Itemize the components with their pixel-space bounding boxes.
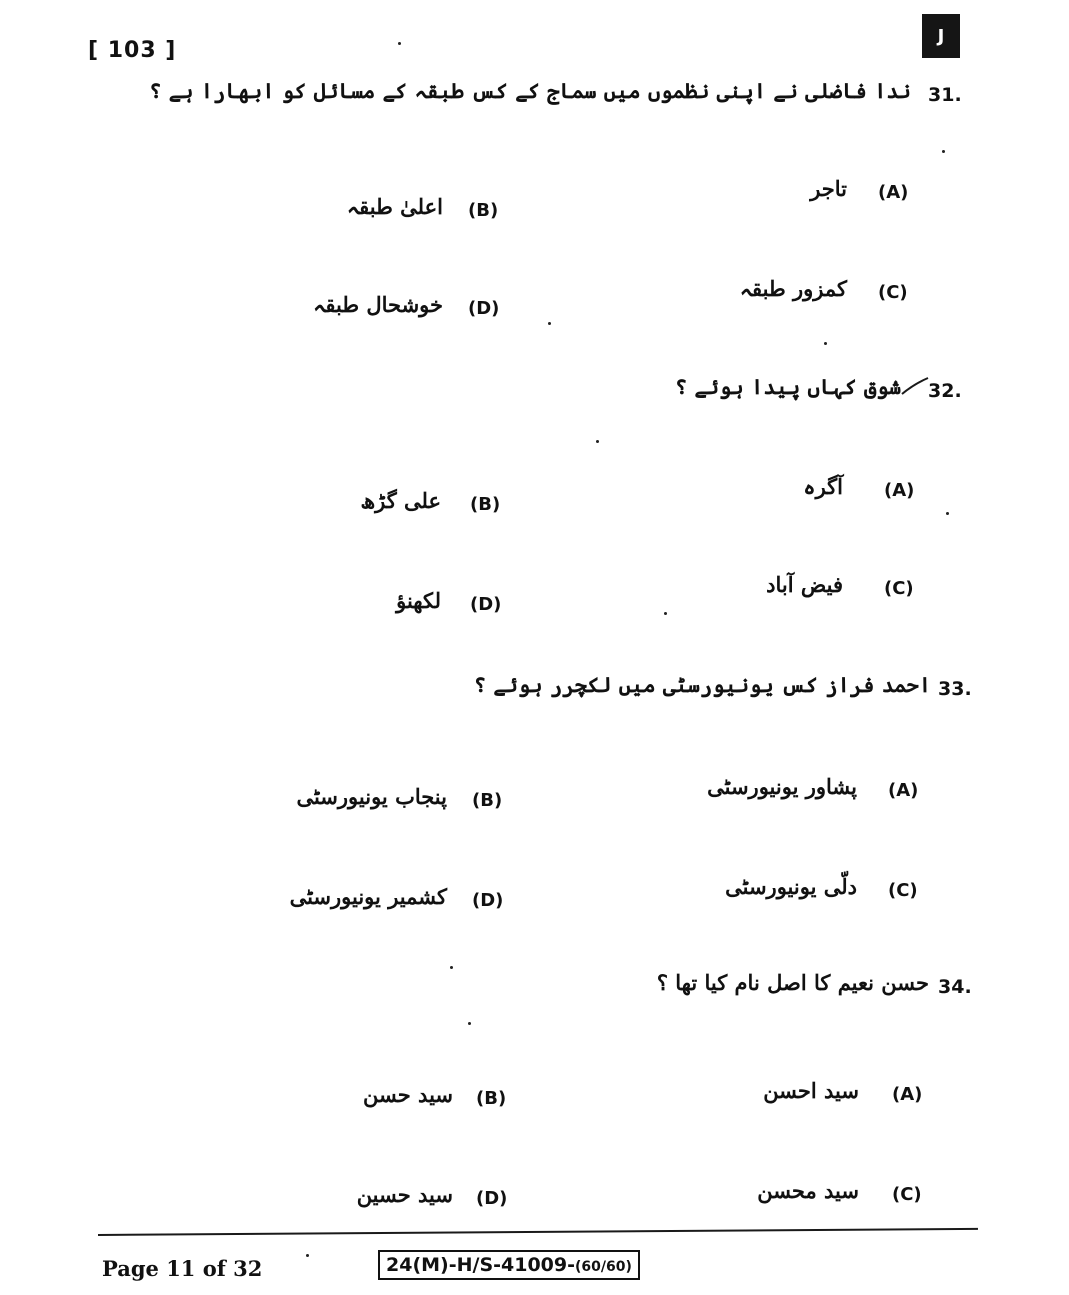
q33-option-b-text[interactable]: پنجاب یونیورسٹی — [296, 784, 447, 809]
question-34-number: 34. — [938, 976, 972, 998]
q32-option-a-text[interactable]: آگرہ — [803, 474, 843, 499]
scan-speck — [946, 512, 949, 515]
q33-option-d-text[interactable]: کشمیر یونیورسٹی — [289, 884, 447, 909]
q31-option-a-text[interactable]: تاجر — [810, 176, 847, 201]
scan-speck — [450, 966, 453, 969]
paper-code: 24(M)-H/S-41009- — [386, 1254, 575, 1276]
q31-option-d-letter: (D) — [468, 298, 500, 319]
q34-option-a-text[interactable]: سید احسن — [763, 1078, 859, 1103]
q31-option-c-letter: (C) — [878, 282, 908, 303]
q33-option-c-text[interactable]: دلّی یونیورسٹی — [725, 874, 857, 899]
scan-speck — [398, 42, 401, 45]
q32-option-d-letter: (D) — [470, 594, 502, 615]
paper-code-box — [378, 1250, 640, 1280]
scan-speck — [942, 150, 945, 153]
series-badge: J — [922, 14, 960, 58]
q32-option-b-text[interactable]: علی گڑھ — [360, 488, 441, 513]
scan-speck — [468, 1022, 471, 1025]
q33-option-d-letter: (D) — [472, 890, 504, 911]
question-34-text: حسن نعیم کا اصل نام کیا تھا ؟ — [656, 970, 929, 995]
q31-option-b-letter: (B) — [468, 200, 499, 221]
q34-option-c-text[interactable]: سید محسن — [757, 1178, 859, 1203]
q32-option-b-letter: (B) — [470, 494, 501, 515]
q34-option-b-letter: (B) — [476, 1088, 507, 1109]
q32-option-a-letter: (A) — [884, 480, 915, 501]
page-number: [ 103 ] — [88, 38, 177, 63]
q32-option-c-text[interactable]: فیض آباد — [766, 572, 843, 597]
q34-option-d-letter: (D) — [476, 1188, 508, 1209]
q33-option-a-letter: (A) — [888, 780, 919, 801]
question-31-number: 31. — [928, 84, 962, 106]
q34-option-c-letter: (C) — [892, 1184, 922, 1205]
footer-rule — [98, 1228, 978, 1236]
page-footer-label: Page 11 of 32 — [102, 1256, 263, 1281]
question-32-number: 32. — [928, 380, 962, 402]
question-31-text: ندا فاضلی نے اپنی نظموں میں سماج کے کس طبقہ کے مسائل کو ابھارا ہے ؟ — [149, 78, 911, 103]
q34-option-a-letter: (A) — [892, 1084, 923, 1105]
q31-option-c-text[interactable]: کمزور طبقہ — [739, 276, 847, 301]
q31-option-d-text[interactable]: خوشحال طبقہ — [313, 292, 443, 317]
q33-option-c-letter: (C) — [888, 880, 918, 901]
scan-speck — [824, 342, 827, 345]
paper-code-suffix: (60/60) — [575, 1259, 632, 1275]
q32-option-d-text[interactable]: لکھنؤ — [396, 588, 441, 613]
q34-option-b-text[interactable]: سید حسن — [363, 1082, 453, 1107]
question-33-number: 33. — [938, 678, 972, 700]
q31-option-a-letter: (A) — [878, 182, 909, 203]
q34-option-d-text[interactable]: سید حسین — [356, 1182, 453, 1207]
q32-option-c-letter: (C) — [884, 578, 914, 599]
q33-option-a-text[interactable]: پشاور یونیورسٹی — [707, 774, 857, 799]
scan-speck — [664, 612, 667, 615]
scan-speck — [596, 440, 599, 443]
scan-speck — [306, 1254, 309, 1257]
question-33-text: احمد فراز کس یونیورسٹی میں لکچرر ہوئے ؟ — [473, 672, 931, 697]
strike-mark-icon — [900, 374, 930, 398]
q31-option-b-text[interactable]: اعلیٰ طبقہ — [346, 194, 443, 219]
question-32-text: شوق کہاں پیدا ہوئے ؟ — [674, 374, 901, 399]
q33-option-b-letter: (B) — [472, 790, 503, 811]
scan-speck — [548, 322, 551, 325]
